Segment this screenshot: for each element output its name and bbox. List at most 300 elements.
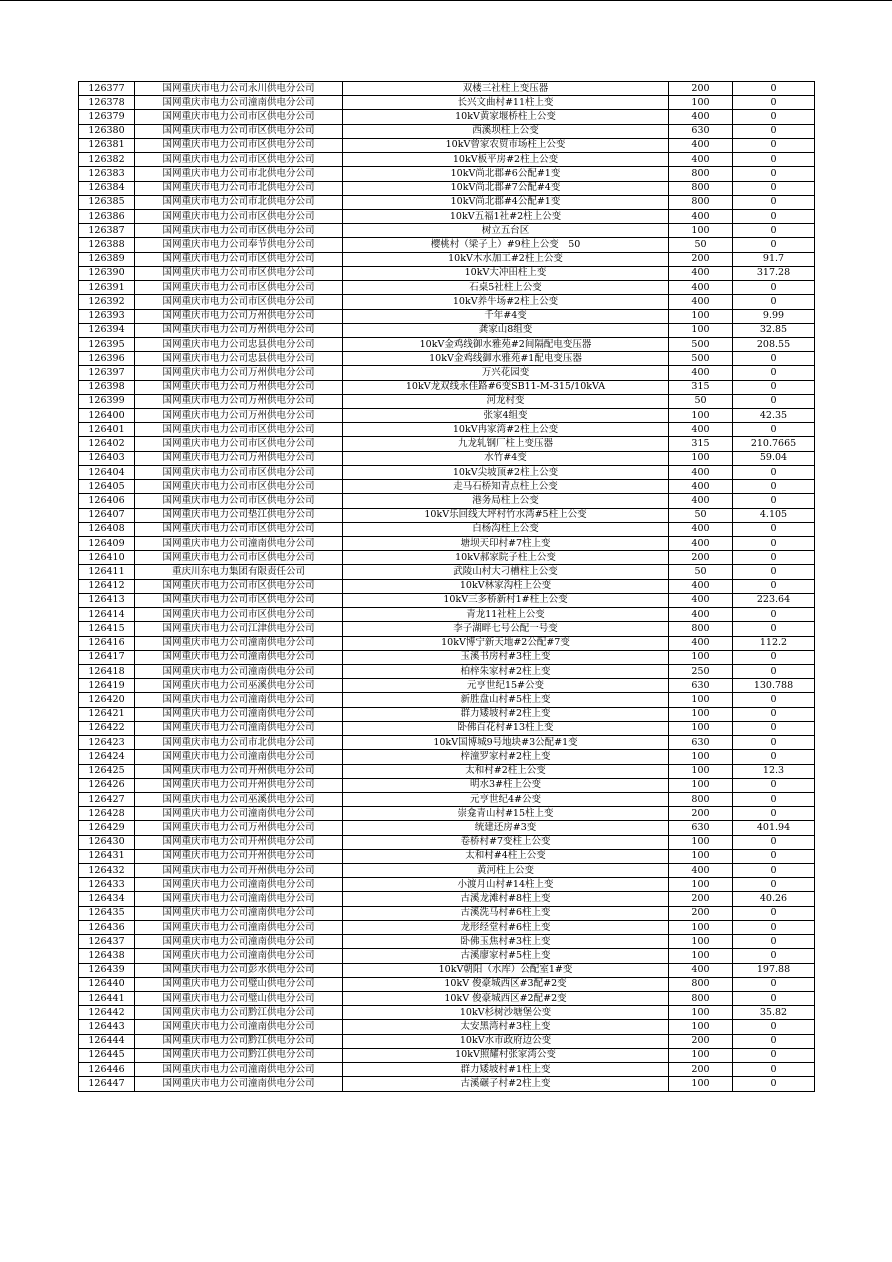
cell-value: 9.99 — [733, 309, 815, 323]
cell-id: 126403 — [79, 451, 135, 465]
cell-company: 国网重庆市电力公司开州供电分公司 — [135, 778, 343, 792]
cell-value: 4.105 — [733, 508, 815, 522]
cell-id: 126400 — [79, 409, 135, 423]
cell-value: 0 — [733, 1077, 815, 1091]
cell-id: 126410 — [79, 551, 135, 565]
cell-id: 126447 — [79, 1077, 135, 1091]
cell-capacity: 200 — [669, 892, 733, 906]
cell-company: 国网重庆市电力公司市区供电分公司 — [135, 579, 343, 593]
cell-equipment-name: 10kV尖坡顶#2柱上公变 — [343, 465, 669, 479]
cell-capacity: 100 — [669, 949, 733, 963]
cell-id: 126435 — [79, 906, 135, 920]
cell-company: 国网重庆市电力公司彭水供电分公司 — [135, 963, 343, 977]
cell-equipment-name: 10kV黄家堰桥柱上公变 — [343, 110, 669, 124]
cell-value: 0 — [733, 693, 815, 707]
cell-value: 0 — [733, 537, 815, 551]
cell-value: 12.3 — [733, 764, 815, 778]
table-row — [79, 664, 815, 678]
cell-value: 32.85 — [733, 323, 815, 337]
cell-equipment-name: 龙形经堂村#6柱上变 — [343, 920, 669, 934]
cell-value: 0 — [733, 977, 815, 991]
cell-company: 国网重庆市电力公司市区供电分公司 — [135, 522, 343, 536]
cell-capacity: 800 — [669, 195, 733, 209]
cell-capacity: 400 — [669, 138, 733, 152]
cell-equipment-name: 10kV博宁新天地#2公配#7变 — [343, 636, 669, 650]
cell-id: 126445 — [79, 1048, 135, 1062]
cell-capacity: 800 — [669, 622, 733, 636]
cell-id: 126441 — [79, 992, 135, 1006]
cell-id: 126408 — [79, 522, 135, 536]
cell-capacity: 800 — [669, 977, 733, 991]
table-row — [79, 579, 815, 593]
cell-equipment-name: 10kV龙双线永佳路#6变SB11-M-315/10kVA — [343, 380, 669, 394]
cell-company: 国网重庆市电力公司市区供电分公司 — [135, 266, 343, 280]
cell-value: 0 — [733, 181, 815, 195]
cell-equipment-name: 九龙轧钢厂柱上变压器 — [343, 437, 669, 451]
cell-value: 42.35 — [733, 409, 815, 423]
cell-id: 126419 — [79, 679, 135, 693]
cell-company: 国网重庆市电力公司开州供电分公司 — [135, 864, 343, 878]
cell-capacity: 100 — [669, 1006, 733, 1020]
cell-equipment-name: 10kV金鸡线御水雅苑#1配电变压器 — [343, 352, 669, 366]
cell-equipment-name: 石桌5社柱上公变 — [343, 281, 669, 295]
cell-equipment-name: 小渡月山村#14柱上变 — [343, 878, 669, 892]
table-row — [79, 508, 815, 522]
cell-capacity: 315 — [669, 437, 733, 451]
cell-capacity: 100 — [669, 1020, 733, 1034]
cell-capacity: 800 — [669, 167, 733, 181]
cell-capacity: 400 — [669, 593, 733, 607]
cell-equipment-name: 10kV乐回线大坪村竹水湾#5柱上公变 — [343, 508, 669, 522]
cell-equipment-name: 张家4组变 — [343, 409, 669, 423]
cell-capacity: 400 — [669, 295, 733, 309]
cell-equipment-name: 10kV板平房#2柱上公变 — [343, 153, 669, 167]
cell-company: 国网重庆市电力公司潼南供电分公司 — [135, 650, 343, 664]
cell-capacity: 100 — [669, 650, 733, 664]
cell-equipment-name: 10kV养牛场#2柱上公变 — [343, 295, 669, 309]
cell-company: 国网重庆市电力公司忠县供电分公司 — [135, 352, 343, 366]
cell-id: 126379 — [79, 110, 135, 124]
cell-equipment-name: 10kV水市政府边公变 — [343, 1034, 669, 1048]
cell-company: 国网重庆市电力公司潼南供电分公司 — [135, 1077, 343, 1091]
cell-equipment-name: 10kV大冲田柱上变 — [343, 266, 669, 280]
cell-equipment-name: 统建还房#3变 — [343, 821, 669, 835]
cell-equipment-name: 千年#4变 — [343, 309, 669, 323]
cell-value: 0 — [733, 394, 815, 408]
cell-equipment-name: 卷桥村#7变柱上公变 — [343, 835, 669, 849]
table-row — [79, 1034, 815, 1048]
cell-id: 126434 — [79, 892, 135, 906]
cell-id: 126413 — [79, 593, 135, 607]
cell-company: 国网重庆市电力公司潼南供电分公司 — [135, 906, 343, 920]
cell-company: 国网重庆市电力公司万州供电分公司 — [135, 366, 343, 380]
table-row — [79, 266, 815, 280]
cell-id: 126433 — [79, 878, 135, 892]
cell-capacity: 800 — [669, 792, 733, 806]
table-row — [79, 451, 815, 465]
cell-id: 126378 — [79, 96, 135, 110]
cell-capacity: 100 — [669, 224, 733, 238]
cell-value: 0 — [733, 736, 815, 750]
cell-company: 国网重庆市电力公司市区供电分公司 — [135, 110, 343, 124]
cell-equipment-name: 龚家山8组变 — [343, 323, 669, 337]
cell-capacity: 100 — [669, 1077, 733, 1091]
cell-company: 国网重庆市电力公司开州供电分公司 — [135, 835, 343, 849]
cell-capacity: 200 — [669, 551, 733, 565]
cell-company: 国网重庆市电力公司市区供电分公司 — [135, 224, 343, 238]
cell-value: 0 — [733, 465, 815, 479]
cell-capacity: 400 — [669, 963, 733, 977]
cell-company: 国网重庆市电力公司潼南供电分公司 — [135, 664, 343, 678]
cell-company: 国网重庆市电力公司潼南供电分公司 — [135, 1063, 343, 1077]
cell-company: 国网重庆市电力公司开州供电分公司 — [135, 764, 343, 778]
cell-capacity: 100 — [669, 849, 733, 863]
cell-equipment-name: 樱桃村（梁子上）#9柱上公变 50 — [343, 238, 669, 252]
cell-company: 国网重庆市电力公司潼南供电分公司 — [135, 693, 343, 707]
cell-equipment-name: 玉溪书房村#3柱上变 — [343, 650, 669, 664]
table-row — [79, 153, 815, 167]
table-row — [79, 352, 815, 366]
cell-id: 126398 — [79, 380, 135, 394]
cell-id: 126404 — [79, 465, 135, 479]
cell-equipment-name: 黄河柱上公变 — [343, 864, 669, 878]
cell-equipment-name: 树立五台区 — [343, 224, 669, 238]
cell-id: 126387 — [79, 224, 135, 238]
cell-capacity: 400 — [669, 579, 733, 593]
table-row — [79, 181, 815, 195]
cell-company: 国网重庆市电力公司市区供电分公司 — [135, 480, 343, 494]
cell-value: 0 — [733, 565, 815, 579]
cell-company: 国网重庆市电力公司市北供电分公司 — [135, 195, 343, 209]
cell-value: 0 — [733, 82, 815, 96]
cell-company: 国网重庆市电力公司市北供电分公司 — [135, 167, 343, 181]
cell-company: 国网重庆市电力公司潼南供电分公司 — [135, 949, 343, 963]
cell-company: 国网重庆市电力公司市区供电分公司 — [135, 124, 343, 138]
cell-value: 0 — [733, 778, 815, 792]
cell-company: 国网重庆市电力公司潼南供电分公司 — [135, 935, 343, 949]
cell-capacity: 200 — [669, 82, 733, 96]
cell-capacity: 400 — [669, 209, 733, 223]
cell-value: 0 — [733, 935, 815, 949]
table-row — [79, 394, 815, 408]
table-row — [79, 309, 815, 323]
cell-value: 0 — [733, 835, 815, 849]
cell-value: 223.64 — [733, 593, 815, 607]
cell-id: 126396 — [79, 352, 135, 366]
cell-capacity: 100 — [669, 778, 733, 792]
cell-capacity: 400 — [669, 537, 733, 551]
cell-equipment-name: 太和村#2柱上公变 — [343, 764, 669, 778]
table-row — [79, 622, 815, 636]
cell-value: 0 — [733, 295, 815, 309]
cell-equipment-name: 群力矮坡村#2柱上变 — [343, 707, 669, 721]
cell-value: 0 — [733, 195, 815, 209]
cell-capacity: 400 — [669, 864, 733, 878]
cell-company: 国网重庆市电力公司市区供电分公司 — [135, 437, 343, 451]
cell-equipment-name: 古溪廖家村#5柱上变 — [343, 949, 669, 963]
cell-value: 210.7665 — [733, 437, 815, 451]
cell-value: 0 — [733, 480, 815, 494]
table-row — [79, 295, 815, 309]
cell-capacity: 100 — [669, 693, 733, 707]
cell-capacity: 630 — [669, 679, 733, 693]
cell-company: 国网重庆市电力公司市区供电分公司 — [135, 593, 343, 607]
cell-value: 0 — [733, 608, 815, 622]
table-row — [79, 337, 815, 351]
cell-capacity: 100 — [669, 309, 733, 323]
cell-value: 0 — [733, 920, 815, 934]
table-row — [79, 522, 815, 536]
cell-equipment-name: 古溪碾子村#2柱上变 — [343, 1077, 669, 1091]
cell-value: 0 — [733, 494, 815, 508]
cell-value: 0 — [733, 522, 815, 536]
cell-company: 国网重庆市电力公司万州供电分公司 — [135, 451, 343, 465]
cell-equipment-name: 10kV曾家农贸市场柱上公变 — [343, 138, 669, 152]
table-row — [79, 992, 815, 1006]
cell-capacity: 400 — [669, 153, 733, 167]
cell-company: 国网重庆市电力公司黔江供电分公司 — [135, 1006, 343, 1020]
cell-value: 91.7 — [733, 252, 815, 266]
cell-capacity: 100 — [669, 750, 733, 764]
cell-equipment-name: 10kV杉树沙塘堡公变 — [343, 1006, 669, 1020]
cell-id: 126424 — [79, 750, 135, 764]
table-row — [79, 1048, 815, 1062]
cell-value: 0 — [733, 380, 815, 394]
cell-equipment-name: 元亨世纪4#公变 — [343, 792, 669, 806]
cell-value: 0 — [733, 352, 815, 366]
cell-id: 126393 — [79, 309, 135, 323]
table-row — [79, 949, 815, 963]
cell-capacity: 100 — [669, 707, 733, 721]
cell-company: 国网重庆市电力公司黔江供电分公司 — [135, 1034, 343, 1048]
cell-value: 130.788 — [733, 679, 815, 693]
table-row — [79, 878, 815, 892]
cell-capacity: 200 — [669, 1034, 733, 1048]
cell-id: 126386 — [79, 209, 135, 223]
cell-id: 126444 — [79, 1034, 135, 1048]
cell-equipment-name: 长兴文曲村#11柱上变 — [343, 96, 669, 110]
cell-id: 126385 — [79, 195, 135, 209]
cell-value: 0 — [733, 807, 815, 821]
table-row — [79, 238, 815, 252]
table-row — [79, 707, 815, 721]
cell-capacity: 400 — [669, 636, 733, 650]
cell-value: 0 — [733, 1020, 815, 1034]
cell-capacity: 100 — [669, 96, 733, 110]
table-row — [79, 124, 815, 138]
cell-id: 126438 — [79, 949, 135, 963]
cell-equipment-name: 10kV冉家湾#2柱上公变 — [343, 423, 669, 437]
cell-value: 0 — [733, 366, 815, 380]
table-row — [79, 1063, 815, 1077]
cell-value: 0 — [733, 209, 815, 223]
cell-id: 126405 — [79, 480, 135, 494]
cell-equipment-name: 10kV木水加工#2柱上公变 — [343, 252, 669, 266]
cell-capacity: 400 — [669, 608, 733, 622]
cell-capacity: 100 — [669, 835, 733, 849]
cell-capacity: 100 — [669, 451, 733, 465]
table-row — [79, 224, 815, 238]
table-row — [79, 110, 815, 124]
table-row — [79, 849, 815, 863]
cell-id: 126422 — [79, 721, 135, 735]
cell-id: 126442 — [79, 1006, 135, 1020]
cell-company: 国网重庆市电力公司万州供电分公司 — [135, 323, 343, 337]
cell-company: 国网重庆市电力公司市区供电分公司 — [135, 551, 343, 565]
cell-capacity: 100 — [669, 764, 733, 778]
cell-equipment-name: 走马石桥知青点柱上公变 — [343, 480, 669, 494]
cell-company: 国网重庆市电力公司市区供电分公司 — [135, 465, 343, 479]
cell-company: 国网重庆市电力公司垫江供电分公司 — [135, 508, 343, 522]
cell-value: 0 — [733, 721, 815, 735]
cell-id: 126420 — [79, 693, 135, 707]
cell-capacity: 400 — [669, 110, 733, 124]
cell-equipment-name: 10kV尚北郡#6公配#1变 — [343, 167, 669, 181]
cell-equipment-name: 10kV朝阳（水库）公配室1#变 — [343, 963, 669, 977]
cell-id: 126431 — [79, 849, 135, 863]
cell-company: 国网重庆市电力公司潼南供电分公司 — [135, 807, 343, 821]
cell-company: 国网重庆市电力公司市区供电分公司 — [135, 608, 343, 622]
cell-capacity: 400 — [669, 522, 733, 536]
table-row — [79, 437, 815, 451]
cell-equipment-name: 梓潼罗家村#2柱上变 — [343, 750, 669, 764]
cell-company: 国网重庆市电力公司黔江供电分公司 — [135, 1048, 343, 1062]
table-row — [79, 96, 815, 110]
cell-id: 126427 — [79, 792, 135, 806]
cell-value: 197.88 — [733, 963, 815, 977]
cell-value: 0 — [733, 138, 815, 152]
cell-id: 126384 — [79, 181, 135, 195]
cell-equipment-name: 李子湖畔七号公配一号变 — [343, 622, 669, 636]
cell-company: 国网重庆市电力公司潼南供电分公司 — [135, 920, 343, 934]
cell-id: 126390 — [79, 266, 135, 280]
table-row — [79, 1006, 815, 1020]
cell-value: 40.26 — [733, 892, 815, 906]
cell-id: 126426 — [79, 778, 135, 792]
cell-value: 0 — [733, 1034, 815, 1048]
cell-id: 126377 — [79, 82, 135, 96]
cell-equipment-name: 10kV尚北郡#7公配#4变 — [343, 181, 669, 195]
cell-capacity: 630 — [669, 821, 733, 835]
cell-value: 0 — [733, 1063, 815, 1077]
cell-equipment-name: 卧佛玉焦村#3柱上变 — [343, 935, 669, 949]
cell-value: 0 — [733, 664, 815, 678]
table-row — [79, 764, 815, 778]
cell-id: 126389 — [79, 252, 135, 266]
table-row — [79, 82, 815, 96]
cell-value: 208.55 — [733, 337, 815, 351]
table-row — [79, 963, 815, 977]
cell-capacity: 200 — [669, 252, 733, 266]
cell-id: 126388 — [79, 238, 135, 252]
cell-id: 126428 — [79, 807, 135, 821]
cell-capacity: 200 — [669, 906, 733, 920]
table-row — [79, 281, 815, 295]
cell-equipment-name: 10kV照耀村张家湾公变 — [343, 1048, 669, 1062]
table-row — [79, 920, 815, 934]
cell-capacity: 400 — [669, 266, 733, 280]
cell-value: 112.2 — [733, 636, 815, 650]
cell-company: 国网重庆市电力公司万州供电分公司 — [135, 394, 343, 408]
table-row — [79, 935, 815, 949]
table-row — [79, 195, 815, 209]
cell-value: 0 — [733, 110, 815, 124]
cell-value: 0 — [733, 224, 815, 238]
cell-id: 126446 — [79, 1063, 135, 1077]
cell-capacity: 200 — [669, 807, 733, 821]
cell-value: 0 — [733, 750, 815, 764]
cell-equipment-name: 10kV 俊豪城西区#3配#2变 — [343, 977, 669, 991]
cell-company: 国网重庆市电力公司巫溪供电分公司 — [135, 679, 343, 693]
table-row — [79, 551, 815, 565]
cell-value: 0 — [733, 707, 815, 721]
table-row — [79, 650, 815, 664]
table-row — [79, 209, 815, 223]
table-row — [79, 323, 815, 337]
cell-value: 0 — [733, 878, 815, 892]
cell-company: 国网重庆市电力公司万州供电分公司 — [135, 309, 343, 323]
cell-capacity: 100 — [669, 721, 733, 735]
table-body — [79, 82, 815, 1092]
cell-id: 126437 — [79, 935, 135, 949]
cell-id: 126421 — [79, 707, 135, 721]
cell-id: 126443 — [79, 1020, 135, 1034]
cell-company: 国网重庆市电力公司奉节供电分公司 — [135, 238, 343, 252]
cell-equipment-name: 古溪洗马村#6柱上变 — [343, 906, 669, 920]
table-row — [79, 138, 815, 152]
table-row — [79, 792, 815, 806]
table-row — [79, 537, 815, 551]
cell-id: 126383 — [79, 167, 135, 181]
cell-value: 0 — [733, 949, 815, 963]
cell-equipment-name: 10kV 俊豪城西区#2配#2变 — [343, 992, 669, 1006]
cell-capacity: 100 — [669, 409, 733, 423]
table-row — [79, 864, 815, 878]
cell-company: 国网重庆市电力公司潼南供电分公司 — [135, 878, 343, 892]
table-row — [79, 906, 815, 920]
cell-equipment-name: 水竹#4变 — [343, 451, 669, 465]
cell-capacity: 250 — [669, 664, 733, 678]
cell-value: 35.82 — [733, 1006, 815, 1020]
cell-value: 0 — [733, 551, 815, 565]
data-table — [78, 81, 815, 1092]
cell-equipment-name: 10kV三多桥新村1#柱上公变 — [343, 593, 669, 607]
cell-company: 国网重庆市电力公司万州供电分公司 — [135, 380, 343, 394]
cell-id: 126391 — [79, 281, 135, 295]
cell-company: 国网重庆市电力公司巫溪供电分公司 — [135, 792, 343, 806]
table-row — [79, 835, 815, 849]
cell-capacity: 630 — [669, 124, 733, 138]
cell-id: 126418 — [79, 664, 135, 678]
cell-id: 126397 — [79, 366, 135, 380]
cell-value: 0 — [733, 124, 815, 138]
cell-company: 国网重庆市电力公司市区供电分公司 — [135, 252, 343, 266]
cell-id: 126407 — [79, 508, 135, 522]
cell-value: 317.28 — [733, 266, 815, 280]
cell-value: 0 — [733, 167, 815, 181]
cell-capacity: 400 — [669, 366, 733, 380]
cell-capacity: 400 — [669, 465, 733, 479]
cell-capacity: 315 — [669, 380, 733, 394]
table-row — [79, 778, 815, 792]
cell-equipment-name: 白杨沟柱上公变 — [343, 522, 669, 536]
cell-company: 国网重庆市电力公司市区供电分公司 — [135, 138, 343, 152]
table-row — [79, 252, 815, 266]
cell-id: 126381 — [79, 138, 135, 152]
table-row — [79, 807, 815, 821]
cell-value: 0 — [733, 792, 815, 806]
cell-value: 0 — [733, 238, 815, 252]
